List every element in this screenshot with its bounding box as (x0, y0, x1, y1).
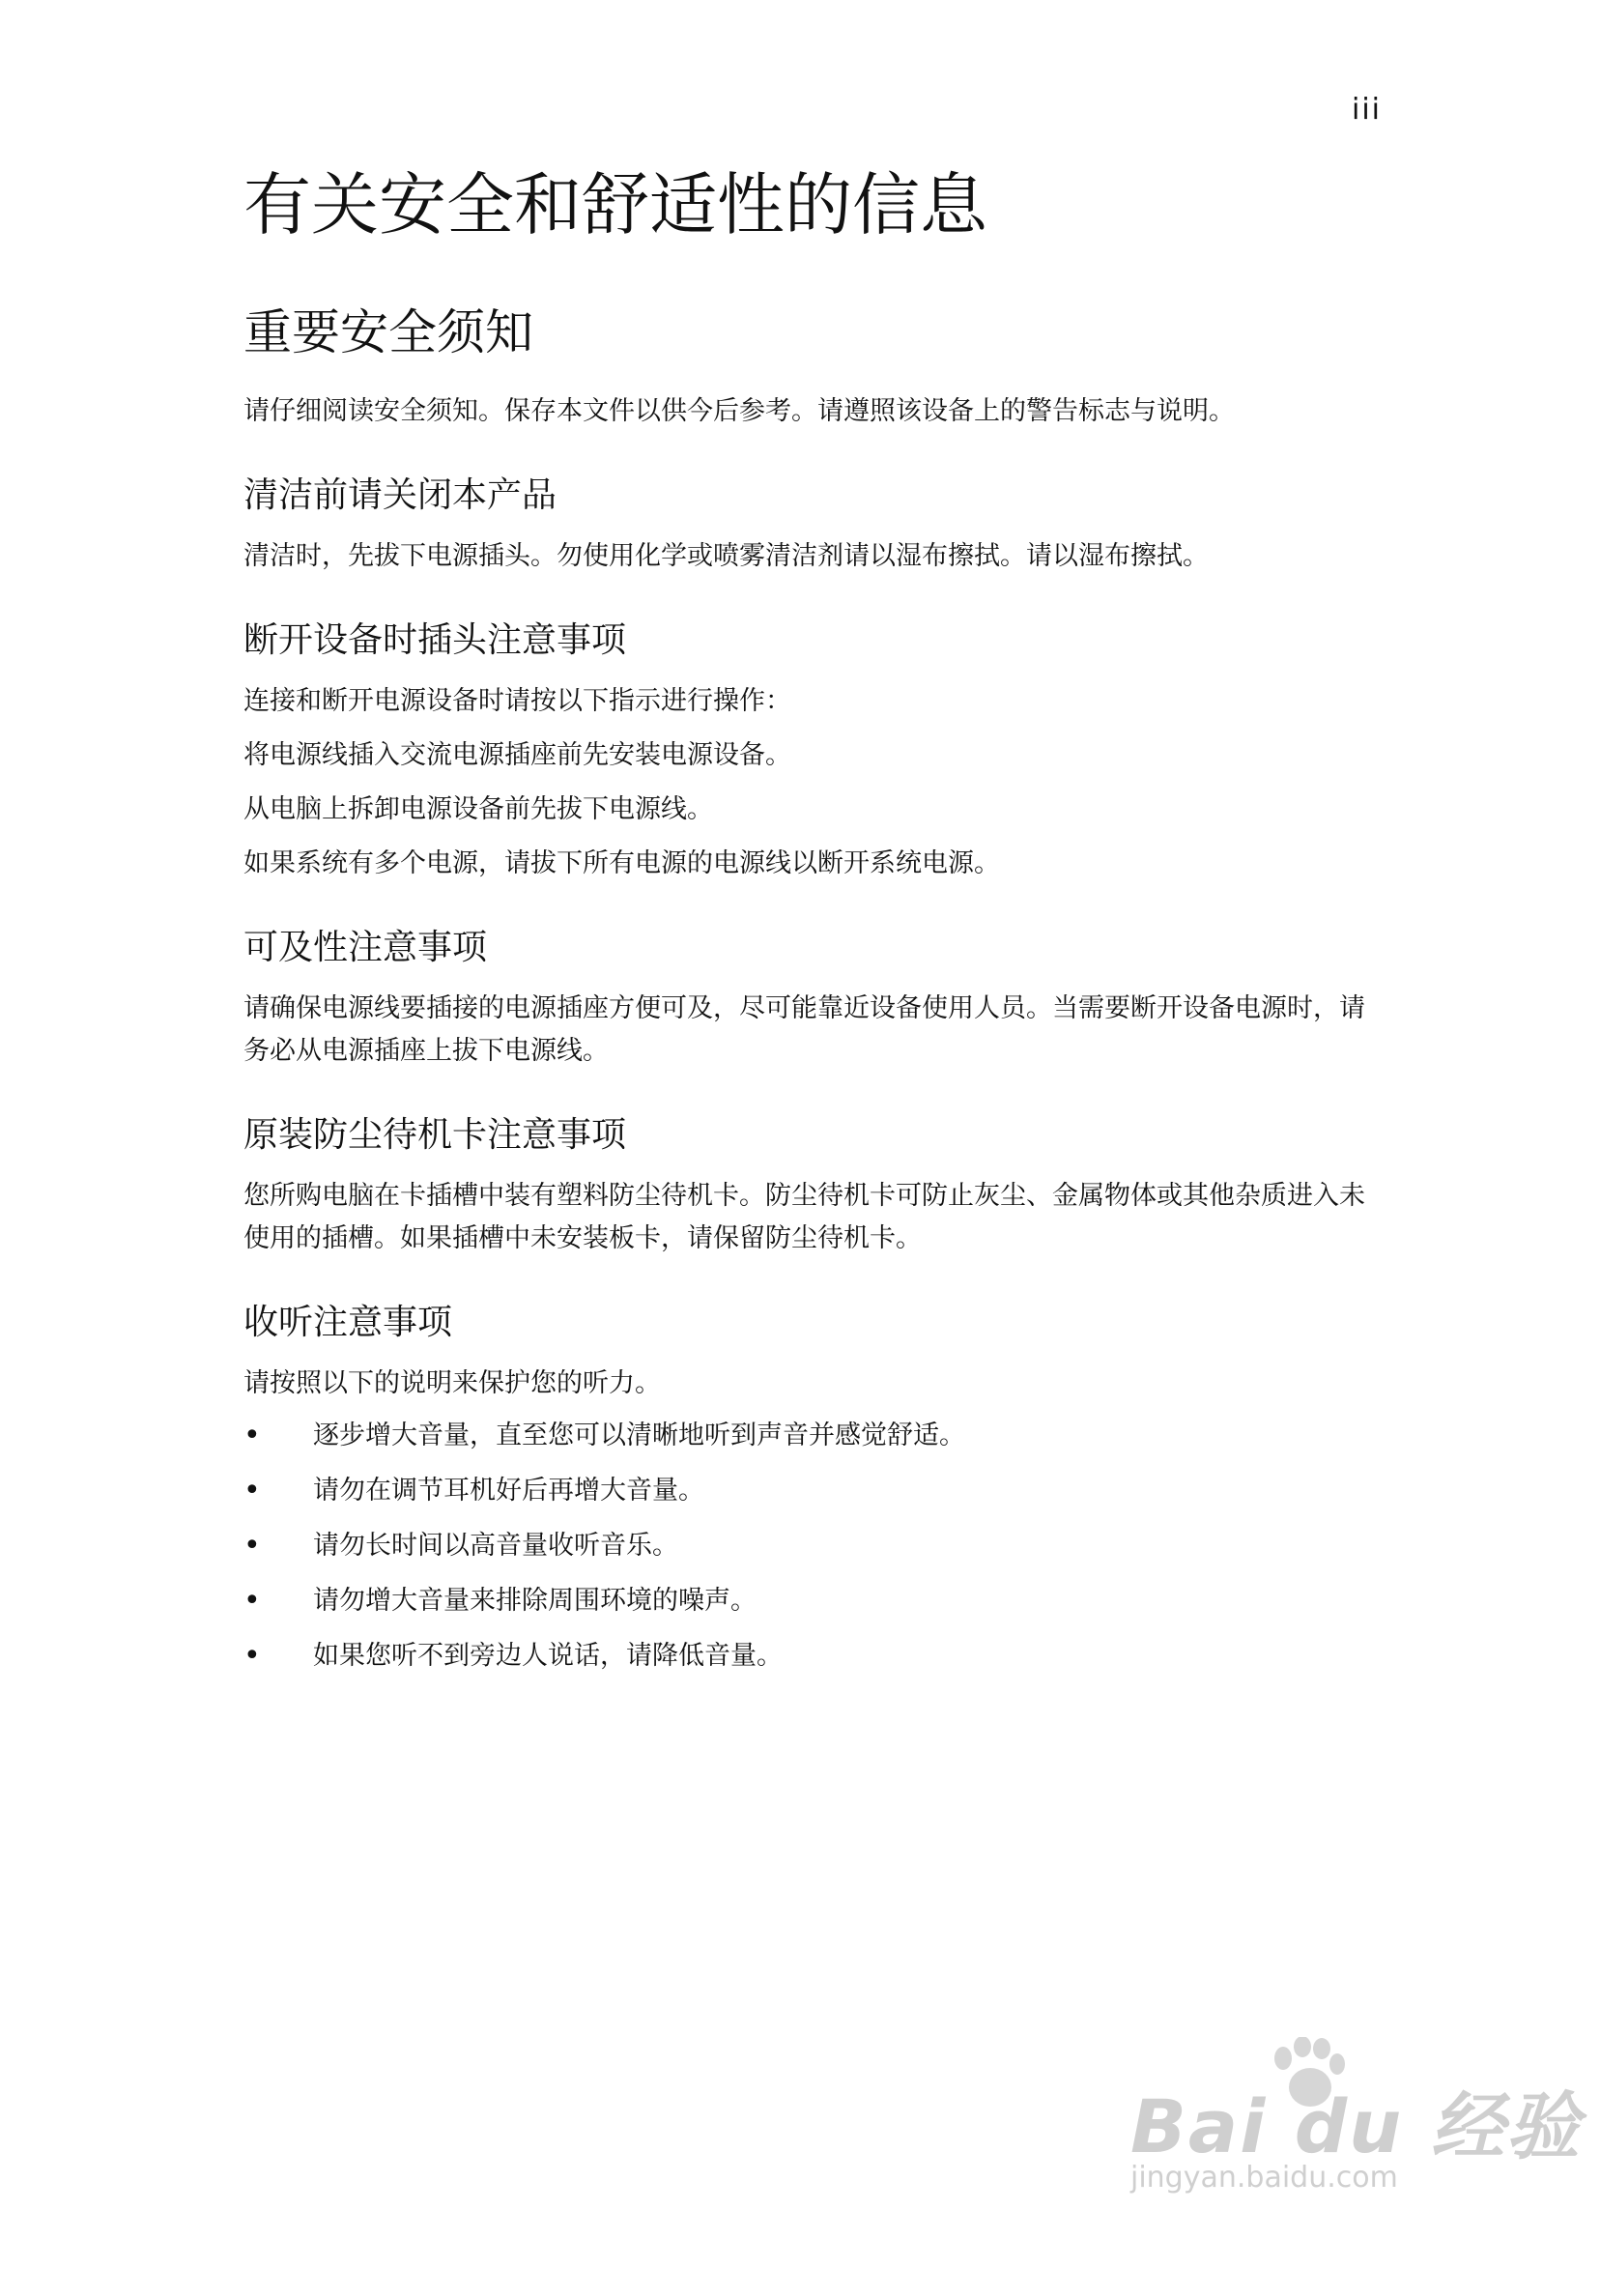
accessibility-section (243, 926, 1384, 1073)
list-item-text: 请勿长时间以高音量收听音乐。 (313, 1531, 678, 1561)
cleaning-section (243, 474, 1384, 578)
subsection-title-listening: 收听注意事项 (243, 1303, 453, 1342)
paragraph: 请确保电源线要插接的电源插座方便可及，尽可能靠近设备使用人员。当需要断开设备电源时，请务必从电源插座上拔下电源线。 (243, 993, 1365, 1066)
page-number: iii (1351, 93, 1382, 127)
subsection-title-disconnect: 断开设备时插头注意事项 (243, 620, 627, 660)
paragraph: 从电脑上拆卸电源设备前先拔下电源线。 (243, 794, 713, 824)
important-safety-section (243, 301, 1384, 433)
list-item-text: 请勿增大音量来排除周围环境的噪声。 (313, 1586, 757, 1616)
subsection-title-dummy-card: 原装防尘待机卡注意事项 (243, 1115, 627, 1155)
subsection-title-accessibility: 可及性注意事项 (243, 928, 488, 967)
listening-section (243, 1301, 1384, 1678)
list-item (243, 1635, 1384, 1678)
paragraph: 清洁时，先拔下电源插头。勿使用化学或喷雾清洁剂请以湿布擦拭。请以湿布擦拭。 (243, 541, 1209, 571)
list-item-text: 请勿在调节耳机好后再增大音量。 (313, 1476, 704, 1506)
section-title: 重要安全须知 (243, 304, 533, 360)
list-item-text: 逐步增大音量，直至您可以清晰地听到声音并感觉舒适。 (313, 1421, 965, 1450)
page-title: 有关安全和舒适性的信息 (243, 165, 987, 244)
paragraph: 如果系统有多个电源，请拔下所有电源的电源线以断开系统电源。 (243, 848, 1000, 878)
bullet-icon: • (243, 1639, 261, 1673)
bullet-icon: • (243, 1529, 261, 1563)
watermark-url: jingyan.baidu.com (1130, 2161, 1398, 2195)
paragraph: 您所购电脑在卡插槽中装有塑料防尘待机卡。防尘待机卡可防止灰尘、金属物体或其他杂质进入未使用的插槽。如果插槽中未安装板卡，请保留防尘待机卡。 (243, 1181, 1365, 1253)
baidu-jingyan-watermark (1130, 2037, 1582, 2201)
list-item (243, 1415, 1384, 1457)
dummy-card-section (243, 1113, 1384, 1260)
listening-bullet-list (243, 1415, 1384, 1678)
document-body (243, 301, 1384, 1718)
section-intro: 请仔细阅读安全须知。保存本文件以供今后参考。请遵照该设备上的警告标志与说明。 (243, 396, 1235, 426)
subsection-title-cleaning: 清洁前请关闭本产品 (243, 475, 557, 515)
list-item-text: 如果您听不到旁边人说话，请降低音量。 (313, 1641, 783, 1671)
list-item (243, 1470, 1384, 1512)
watermark-logo: Bai du 经验 (1130, 2083, 1582, 2169)
paragraph: 将电源线插入交流电源插座前先安装电源设备。 (243, 740, 791, 770)
bullet-icon: • (243, 1584, 261, 1618)
paragraph: 连接和断开电源设备时请按以下指示进行操作： (243, 686, 791, 716)
list-item (243, 1580, 1384, 1622)
bullet-icon: • (243, 1474, 261, 1507)
paragraph: 请按照以下的说明来保护您的听力。 (243, 1368, 661, 1398)
bullet-icon: • (243, 1419, 261, 1452)
list-item (243, 1525, 1384, 1567)
disconnect-section (243, 618, 1384, 885)
